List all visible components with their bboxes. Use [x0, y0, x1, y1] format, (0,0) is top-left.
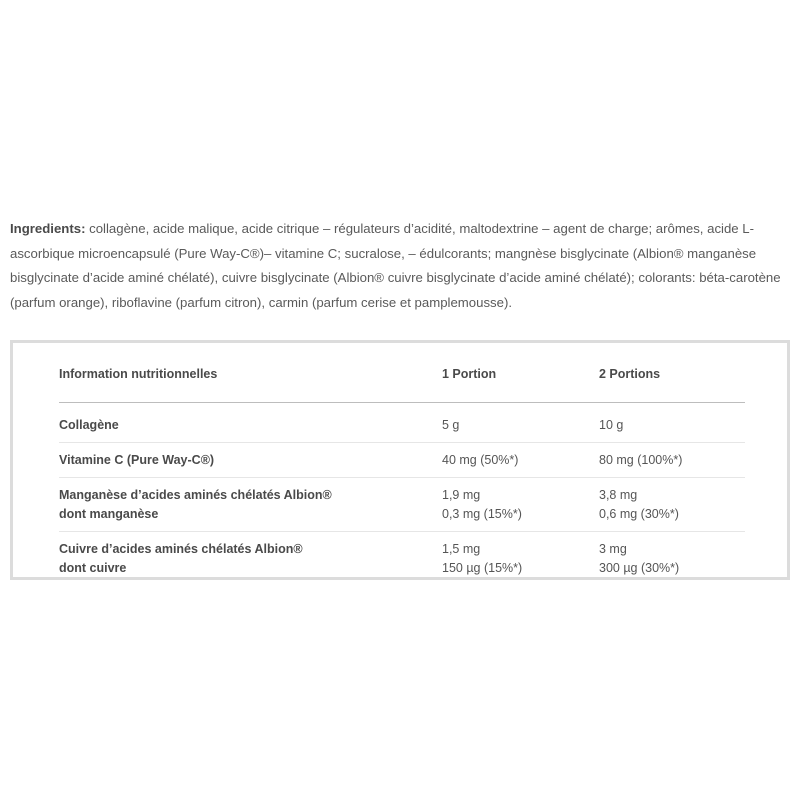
portion-2-subline: 300 µg (30%*) — [599, 561, 680, 575]
nutrition-row-collagene — [59, 403, 745, 443]
nutrition-header-row — [59, 359, 745, 403]
nutrition-row-vitamine-c — [59, 443, 745, 478]
portion-1-value — [442, 443, 599, 478]
nutrient-subname-line: dont cuivre — [59, 561, 127, 575]
portion-2-line: 3 mg — [599, 542, 627, 556]
portion-1-line: 1,9 mg — [442, 488, 481, 502]
header-portion-2: 2 Portions — [599, 359, 745, 403]
header-nutrient: Information nutritionnelles — [59, 359, 442, 403]
portion-1-value — [442, 403, 599, 443]
portion-2-line: 10 g — [599, 418, 624, 432]
portion-1-subline: 150 µg (15%*) — [442, 561, 523, 575]
ingredients-paragraph — [10, 217, 790, 315]
header-portion-1: 1 Portion — [442, 359, 599, 403]
portion-2-line: 80 mg (100%*) — [599, 453, 683, 467]
nutrient-name — [59, 443, 442, 478]
nutrient-name-line: Manganèse d’acides aminés chélatés Albion® — [59, 488, 332, 502]
portion-1-line: 5 g — [442, 418, 460, 432]
portion-1-value — [442, 532, 599, 586]
portion-1-value — [442, 478, 599, 532]
portion-2-value — [599, 478, 745, 532]
nutrient-name — [59, 532, 442, 586]
nutrition-table-box — [10, 340, 790, 580]
nutrient-name-line: Cuivre d’acides aminés chélatés Albion® — [59, 542, 303, 556]
ingredients-text: collagène, acide malique, acide citrique – régulateurs d’acidité, maltodextrine – agent de charge; arômes, acide L-ascorbique microencapsulé (Pure Way-C®)– vitamine C; sucralose, – édulcorants; mangnèse bisglycinate (Albion® manganèse bisglycinate d’acide aminé chélaté), cuivre bisglycinate (Albion® cuivre bisglycinate d’acide aminé chélaté); colorants: béta-carotène (parfum orange), riboflavine (parfum citron), carmin (parfum cerise et pamplemousse). — [10, 221, 781, 310]
portion-2-value — [599, 532, 745, 586]
nutrition-row-cuivre — [59, 532, 745, 586]
portion-1-line: 1,5 mg — [442, 542, 481, 556]
nutrient-name-line: Vitamine C (Pure Way-C®) — [59, 453, 215, 467]
nutrition-table — [59, 359, 745, 585]
portion-2-subline: 0,6 mg (30%*) — [599, 507, 679, 521]
portion-2-value — [599, 403, 745, 443]
portion-1-line: 40 mg (50%*) — [442, 453, 519, 467]
nutrient-name — [59, 478, 442, 532]
portion-2-line: 3,8 mg — [599, 488, 638, 502]
nutrient-subname-line: dont manganèse — [59, 507, 159, 521]
nutrition-row-manganese — [59, 478, 745, 532]
ingredients-label: Ingredients: — [10, 221, 86, 236]
nutrient-name-line: Collagène — [59, 418, 119, 432]
nutrient-name — [59, 403, 442, 443]
portion-1-subline: 0,3 mg (15%*) — [442, 507, 522, 521]
portion-2-value — [599, 443, 745, 478]
